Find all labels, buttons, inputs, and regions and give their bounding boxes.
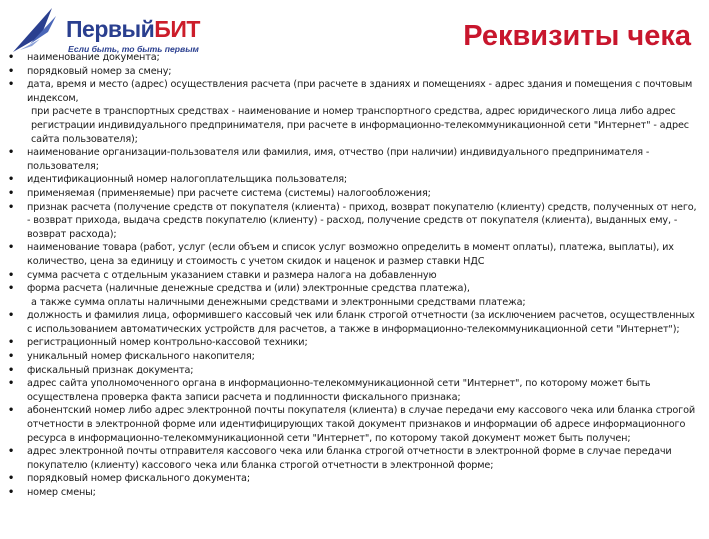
- list-item-text: • номер смены;: [27, 487, 96, 498]
- brand-name: [66, 16, 200, 42]
- list-item-text: • фискальный признак документа;: [27, 364, 194, 376]
- list-item-text: • должность и фамилия лица, оформившего кассовый чек или бланк строгой отчетности (за исключением расчетов, осуществленных с использованием автоматических устройств для расчетов, а также в информационно-телекоммуникационной сети "Интернет");: [27, 310, 695, 335]
- list-item-text: • порядковый номер фискального документа;: [27, 473, 250, 485]
- list-item-text: при расчете в транспортных средствах - наименование и номер транспортного средства, адрес юридического лица либо адрес регистрации индивидуального предпринимателя, при расчете в информационно-телекоммуникационной сети "Интернет" - адрес сайта пользователя);: [31, 106, 689, 145]
- list-item-text: • порядковый номер за смену;: [27, 65, 172, 77]
- list-item-text: • сумма расчета с отдельным указанием ставки и размера налога на добавленную: [27, 269, 437, 281]
- list-item: [8, 377, 701, 404]
- list-item: [8, 350, 701, 364]
- logo: [10, 6, 210, 56]
- list-item-text: • признак расчета (получение средств от покупателя (клиента) - приход, возврат покупателю (клиенту) средств, полученных от него, - возврат прихода, выдача средств покупателю (клиенту) - расход, получение средств от покупателя (клиента), выданных ему, - возврат расхода);: [27, 201, 697, 240]
- page-title: Реквизиты чека: [463, 20, 691, 52]
- bird-logo-icon: [10, 6, 66, 54]
- list-item: [8, 364, 701, 378]
- brand-tagline: Если быть, то быть первым: [68, 44, 199, 54]
- list-item-text: • уникальный номер фискального накопителя;: [27, 351, 255, 363]
- list-item: [8, 201, 701, 242]
- list-item: [8, 146, 701, 173]
- list-item: [8, 472, 701, 486]
- list-item-text: • адрес электронной почты отправителя кассового чека или бланка строгой отчетности в электронной форме в случае передачи покупателю (клиенту) кассового чека или бланка строгой отчетности в электронной форме;: [27, 446, 672, 471]
- list-item-text: • форма расчета (наличные денежные средства и (или) электронные средства платежа),: [27, 283, 470, 295]
- list-item-text: • регистрационный номер контрольно-кассовой техники;: [27, 337, 308, 349]
- list-item: [8, 282, 701, 309]
- list-item: [8, 241, 701, 268]
- list-item: [8, 187, 701, 201]
- list-item-text: • наименование товара (работ, услуг (если объем и список услуг возможно определить в момент оплаты), платежа, выплаты), их количество, цена за единицу и стоимость с учетом скидок и наценок и размер ставки НДС: [27, 242, 674, 267]
- list-item: [8, 51, 701, 65]
- list-item: [8, 445, 701, 472]
- list-item-text: • дата, время и место (адрес) осуществления расчета (при расчете в зданиях и помещениях - адрес здания и помещения с почтовым индексом,: [27, 79, 693, 104]
- list-item: [8, 486, 701, 500]
- list-item: [8, 173, 701, 187]
- brand-name-part1: Первый: [66, 16, 155, 42]
- brand-name-part2: БИТ: [154, 16, 200, 42]
- list-item: [8, 336, 701, 350]
- list-item-text: • абонентский номер либо адрес электронной почты покупателя (клиента) в случае передачи ему кассового чека или бланка строгой отчетности в электронной форме или идентифицирующих такой документ признаков и информации об адресе информационного ресурса в информационно-телекоммуникационной сети "Интернет", по которому такой документ может быть получен;: [27, 405, 696, 444]
- list-item: [8, 78, 701, 146]
- list-item-text: • адрес сайта уполномоченного органа в информационно-телекоммуникационной сети "Интернет", по которому может быть осуществлена проверка факта записи расчета и подлинности фискального признака;: [27, 378, 651, 403]
- list-item: [8, 404, 701, 445]
- list-item: [8, 309, 701, 336]
- list-item: [8, 269, 701, 283]
- list-item-text: • наименование документа;: [27, 52, 160, 63]
- requisites-list: [8, 51, 701, 500]
- list-item-text: • наименование организации-пользователя или фамилия, имя, отчество (при наличии) индивидуального предпринимателя - пользователя;: [27, 147, 650, 172]
- list-item: [8, 65, 701, 79]
- list-item-text: а также сумма оплаты наличными денежными средствами и электронными средствами платежа;: [31, 296, 526, 308]
- list-item-text: • идентификационный номер налогоплательщика пользователя;: [27, 174, 348, 186]
- list-item-text: • применяемая (применяемые) при расчете система (системы) налогообложения;: [27, 187, 431, 199]
